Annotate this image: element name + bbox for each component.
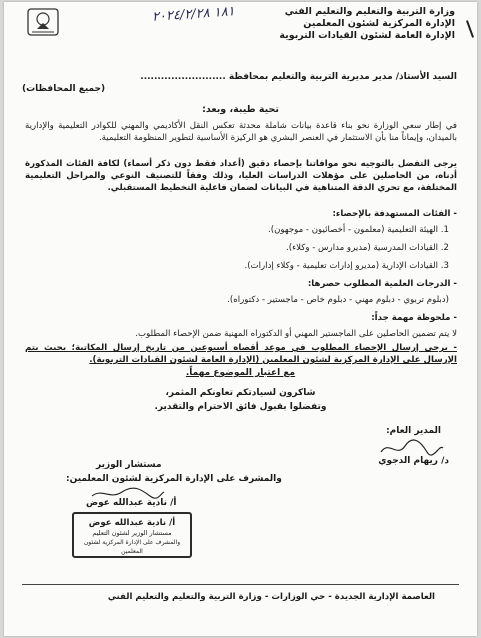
- closing-line-1: شاكرون لسيادتكم تعاونكم المثمر،: [165, 388, 316, 398]
- ministry-logo: [26, 7, 60, 37]
- left-signature-title-2: والمشرف على الإدارة المركزية لشئون المعلمين:: [66, 474, 282, 484]
- notes-heading: - ملحوظة مهمة جداً:: [371, 313, 457, 323]
- degrees-line: (دبلوم تربوي - دبلوم مهني - دبلوم خاص - ماجستير - دكتوراه).: [227, 295, 449, 305]
- target-heading: - الفئات المستهدفة بالإحصاء:: [332, 209, 457, 219]
- official-stamp: [72, 512, 192, 558]
- target-item-1: 1. الهيئة التعليمية (معلمون - أخصائيون - موجهون).: [268, 225, 449, 235]
- degrees-heading: - الدرجات العلمية المطلوب حصرها:: [307, 279, 457, 289]
- footer-rule: [22, 584, 459, 585]
- handwritten-reference: ١٨١ ٢٠٢٤/٢/٢٨: [151, 4, 236, 25]
- stamp-name: أ/ نادية عبدالله عوض: [88, 518, 176, 528]
- target-item-2: 2. القيادات المدرسية (مديرو مدارس - وكلاء).: [286, 243, 449, 253]
- right-signature-title: المدير العام:: [386, 426, 441, 436]
- ministry-line-1: وزارة التربية والتعليم والتعليم الفني: [284, 6, 455, 17]
- footer-address: العاصمة الإدارية الجديدة - حي الوزارات - وزارة التربية والتعليم والتعليم الفني: [107, 592, 435, 602]
- closing-line-2: وتفضلوا بقبول فائق الاحترام والتقدير.: [154, 402, 327, 412]
- corner-mark: [466, 20, 474, 38]
- letter-sheet: [4, 2, 477, 636]
- all-governorates: (جميع المحافظات): [22, 84, 106, 94]
- right-signature-name: د/ ريهام الدجوي: [378, 456, 449, 466]
- ministry-header: [279, 6, 455, 42]
- ministry-line-3: الإدارة العامة لشئون القيادات التربوية: [279, 30, 455, 41]
- importance-line: مع اعتبار الموضوع مهماً.: [185, 368, 296, 378]
- note-1: لا يتم تضمين الحاصلين على الماجستير المهني أو الدكتوراه المهنية ضمن الإحصاء المطلوب.: [135, 329, 457, 339]
- stamp-line-1: مستشار الوزير لشئون التعليم: [92, 529, 172, 537]
- intro-paragraph: في إطار سعي الوزارة نحو بناء قاعدة بيانات شاملة محدثة تعكس النقل الأكاديمي والمهني للكوادر التعليمية والإدارية بالميدان، وإيماناً منا بأن الاستثمار في العنصر البشري هو الركيزة الأساسية لتطوير المنظومة التعليمية.: [25, 121, 457, 143]
- greeting: تحية طيبة، وبعد:: [202, 104, 279, 115]
- addressee-line: السيد الأستاذ/ مدير مديرية التربية والتعليم بمحافظة .........................: [140, 72, 457, 82]
- ministry-line-2: الإدارة المركزية لشئون المعلمين: [303, 18, 455, 29]
- request-paragraph: يرجى التفضل بالتوجيه نحو موافاتنا بإحصاء دقيق (أعداد فقط دون ذكر أسماء) لكافة الفئات المذكورة أدناه، من الحاصلين على مؤهلات الدراسات العليا، وذلك وفقاً للتصنيف النوعي والمراحل التعليمية المختلفة، مع تحري الدقة المتناهية في البيانات لضمان فاعلية التخطيط المستقبلي.: [25, 159, 457, 193]
- note-2: - يرجى إرسال الإحصاء المطلوب في موعد أقصاه أسبوعين من تاريخ إرسال المكاتبة؛ بحيث يتم الإرسال على الإدارة المركزية لشئون المعلمين (الإدارة العامة لشئون القيادات التربوية).: [25, 343, 457, 365]
- left-signature-title-1: مستشار الوزير: [96, 460, 162, 470]
- stamp-line-2: والمشرف على الإدارة المركزية لشئون المعلمين: [83, 539, 181, 555]
- left-signature-name: أ/ نادية عبدالله عوض: [86, 498, 177, 508]
- target-item-3: 3. القيادات الإدارية (مديرو إدارات تعليمية - وكلاء إدارات).: [244, 261, 449, 271]
